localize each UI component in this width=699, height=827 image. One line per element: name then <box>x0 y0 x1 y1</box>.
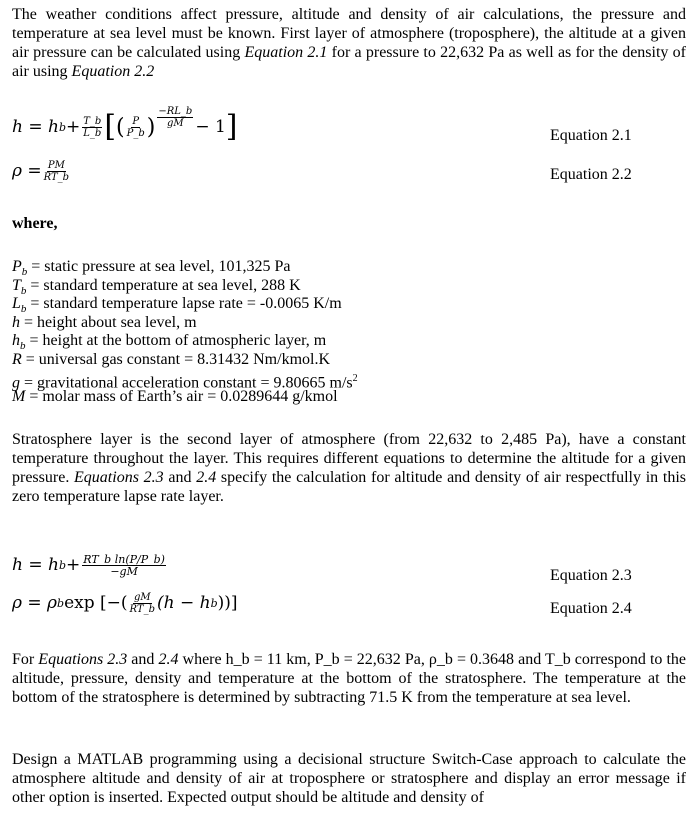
definition-item <box>12 257 686 279</box>
def-symbol: g <box>12 373 20 391</box>
def-symbol: T <box>12 276 21 294</box>
equation-ref: Equations 2.3 <box>38 651 128 668</box>
def-text: = height about sea level, m <box>20 313 197 331</box>
def-text: = standard temperature at sea level, 288 K <box>26 276 301 294</box>
eq-fraction <box>127 116 145 139</box>
definition-item <box>12 313 686 332</box>
definition-item <box>12 294 686 316</box>
eq-num: PM <box>47 160 65 171</box>
equation-ref: Equation 2.1 <box>244 44 328 61</box>
def-symbol: R <box>12 350 22 368</box>
definition-item <box>12 369 686 391</box>
eq-op: exp <box>64 593 95 613</box>
eq-lhs: ρ = ρ <box>12 593 58 613</box>
text: Stratosphere layer is the second layer of atmosphere (from 22,632 to 2,485 Pa), have a constant temperature throughout the layer. This requires different equations to determine the altitude for a given pressure. <box>12 431 686 486</box>
def-text: = molar mass of Earth’s air = 0.0289644 g/kmol <box>25 388 338 406</box>
eq-op: ))] <box>217 593 238 613</box>
eq-sub: b <box>58 120 66 134</box>
eq-op: + <box>66 116 81 137</box>
def-subscript: b <box>21 266 28 279</box>
def-symbol: h <box>12 332 20 350</box>
def-subscript: b <box>20 303 27 316</box>
eq-fraction <box>82 554 166 577</box>
eq-op: [−( <box>100 593 128 613</box>
def-text: = standard temperature lapse rate = -0.0065 K/m <box>26 295 342 313</box>
def-text: = universal gas constant = 8.31432 Nm/kmol.K <box>21 350 331 368</box>
equation-2-3 <box>12 554 168 577</box>
eq-den: L_b <box>83 127 102 139</box>
variable-definitions <box>12 257 686 406</box>
eq-op: (h − h <box>156 593 211 613</box>
eq-sub: b <box>57 597 65 610</box>
eq-num: RT_b ln(P/P_b) <box>83 553 165 566</box>
equation-label: Equation 2.2 <box>550 166 632 183</box>
eq-num: P <box>132 115 140 127</box>
eq-lhs: h = h <box>12 116 59 137</box>
eq-num: −RL_b <box>158 106 193 117</box>
equation-ref: Equations 2.3 <box>74 469 164 486</box>
def-symbol: L <box>12 295 21 313</box>
definition-item <box>12 276 686 295</box>
equation-ref: 2.4 <box>196 469 217 486</box>
eq-sub: b <box>58 559 66 572</box>
equation-2-4 <box>12 592 238 615</box>
definition-item <box>12 331 686 353</box>
def-superscript: 2 <box>352 372 358 384</box>
eq-den: −gM <box>110 565 138 578</box>
text: The weather conditions affect pressure, altitude and density of air calculations, the pressure and temperature at sea level must be known. First layer of atmosphere (troposphere), the altitude at a given air pressure can be calculated using <box>12 6 686 61</box>
def-subscript: b <box>20 340 26 353</box>
bottom-values-paragraph <box>12 650 686 707</box>
eq-op: − 1 <box>195 116 226 137</box>
equation-ref: 2.4 <box>158 651 179 668</box>
task-paragraph: Design a MATLAB programming using a decisional structure Switch-Case approach to calculate the atmosphere altitude and density of air at troposphere or stratosphere and display an error message if other option is inserted. Expected output should be altitude and density of <box>12 751 686 806</box>
eq-lhs: ρ = <box>12 161 42 181</box>
eq-den: gM <box>167 118 184 129</box>
text: specify the calculation for altitude and density of air respectfully in this zero temperature lapse rate layer. <box>12 469 686 505</box>
text: and <box>163 469 197 486</box>
equation-label: Equation 2.1 <box>550 127 632 144</box>
def-text: = static pressure at sea level, 101,325 Pa <box>27 258 291 275</box>
intro-paragraph <box>12 5 686 81</box>
def-symbol: P <box>12 258 22 275</box>
equation-ref: Equation 2.2 <box>71 63 155 80</box>
equation-label: Equation 2.4 <box>550 600 632 617</box>
eq-op: + <box>66 555 81 575</box>
eq-num: gM <box>133 592 151 603</box>
text: for a pressure to 22,632 Pa as well as for the density of air using <box>12 44 686 80</box>
def-text: = height at the bottom of atmospheric layer, m <box>25 332 327 350</box>
definition-item <box>12 350 686 369</box>
def-symbol: M <box>12 388 26 406</box>
eq-exponent <box>157 106 193 129</box>
eq-num: T_b <box>83 115 102 127</box>
eq-den: P_b <box>126 127 145 139</box>
eq-sub: b <box>210 597 218 610</box>
eq-den: RT_b <box>129 604 155 615</box>
equation-label: Equation 2.3 <box>550 567 632 584</box>
text: where h_b = 11 km, P_b = 22,632 Pa, ρ_b = 0.3648 and T_b correspond to the altitude, pressure, density and temperature at the bottom of the stratosphere. The temperature at the bottom of the stratosphere is determined by subtracting 71.5 K from the temperature at sea level. <box>12 651 686 706</box>
eq-fraction <box>130 592 155 615</box>
def-text: = gravitational acceleration constant = 9.80665 m/s <box>20 373 353 391</box>
equation-2-1: h = h b + $\frac{T\_b}{L\_b}$ [ ( $\frac{P}{P\_b}$ ) $\frac{-RL\_b}{gM}$ − 1 ] <box>12 106 238 144</box>
eq-fraction <box>82 116 102 139</box>
text: and <box>127 651 159 668</box>
def-symbol: h <box>12 313 20 331</box>
equation-2-2 <box>12 160 71 183</box>
eq-den: RT_b <box>43 172 70 183</box>
stratosphere-paragraph <box>12 430 686 506</box>
eq-lhs: h = h <box>12 555 59 575</box>
def-subscript: b <box>20 284 27 297</box>
eq-fraction <box>44 160 69 183</box>
where-heading: where, <box>12 215 58 232</box>
text: For <box>12 651 39 668</box>
